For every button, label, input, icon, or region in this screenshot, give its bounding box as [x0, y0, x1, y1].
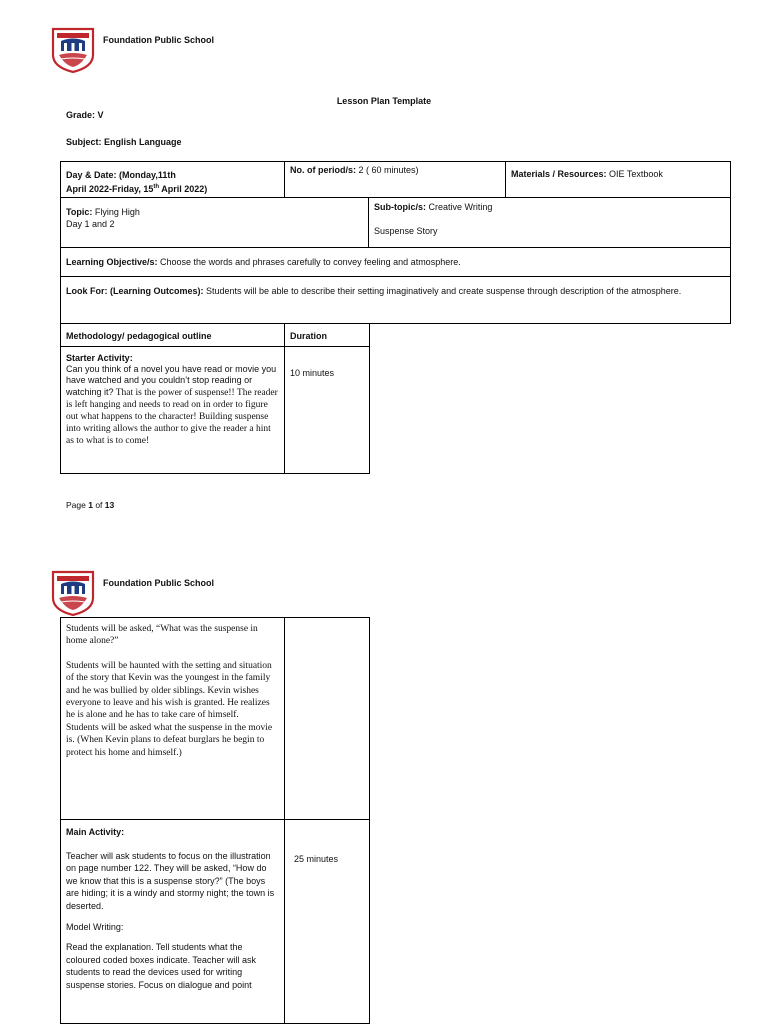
duration-header: Duration	[284, 323, 370, 347]
main-explanation-text: Read the explanation. Tell students what the coloured coded boxes indicate. Teacher will ask students to read the devices used for writing suspense stories. Focus on dialogue and point	[66, 942, 256, 990]
subject-label: Subject: English Language	[66, 137, 182, 147]
main-duration: 25 minutes	[294, 854, 339, 864]
main-activity-cell	[60, 819, 285, 1024]
continued-setting: Students will be haunted with the setting and situation of the story that Kevin was the youngest in the family and he was bullied by older siblings. Kevin wishes everyone to leave and his wish is granted. He realizes he is alone and he has to take care of himself.	[66, 660, 272, 721]
main-heading: Main Activity:	[66, 827, 125, 837]
lookfor-label: Look For: (Learning Outcomes):	[66, 286, 204, 296]
subtopic-value: Creative Writing	[426, 202, 493, 212]
starter-body: That is the power of suspense!! The reader is left hanging and needs to read on in order to figure out what happens to the character! Building suspense into writing allows the author to give the reader a hint as to what is to come!	[66, 387, 278, 447]
starter-duration-cell	[284, 346, 370, 474]
topic-days: Day 1 and 2	[66, 219, 115, 229]
school-crest-logo	[51, 27, 95, 73]
continued-question: Students will be asked, “What was the suspense in home alone?”	[66, 624, 258, 647]
lookfor-value: Students will be able to describe their setting imaginatively and create suspense through description of the atmosphere.	[203, 286, 682, 296]
materials-cell	[505, 161, 731, 198]
periods-cell	[284, 161, 506, 198]
date-cell	[60, 161, 285, 198]
objective-label: Learning Objective/s:	[66, 257, 158, 267]
periods-label: No. of period/s:	[290, 165, 356, 175]
materials-value: OIE Textbook	[606, 169, 663, 179]
grade-label: Grade: V	[66, 110, 104, 120]
subtopic-label: Sub-topic/s:	[374, 202, 426, 212]
starter-activity-cell	[60, 346, 285, 474]
topic-cell	[60, 197, 369, 248]
date-range: April 2022-Friday, 15th April 2022)	[66, 184, 208, 194]
subtopic-story: Suspense Story	[374, 226, 438, 236]
starter-heading: Starter Activity:	[66, 353, 133, 363]
periods-value: 2 ( 60 minutes)	[356, 165, 419, 175]
school-name: Foundation Public School	[103, 35, 214, 45]
materials-label: Materials / Resources:	[511, 169, 607, 179]
document-title: Lesson Plan Template	[336, 96, 432, 106]
starter-intro: Can you think of a novel you have read or movie you have watched and you couldn’t stop reading or watching it?	[66, 364, 277, 397]
starter-duration: 10 minutes	[290, 368, 335, 378]
main-illustration-text: Teacher will ask students to focus on the illustration on page number 122. They will be asked, “How do we know that this is a suspense story?” (The boys are hiding; it is a windy and stormy night; the town is deserted.	[66, 850, 275, 911]
school-crest-logo	[51, 570, 95, 616]
topic-label: Topic:	[66, 207, 93, 217]
model-writing-label: Model Writing:	[66, 921, 124, 932]
continued-duration-cell	[284, 617, 370, 820]
school-name: Foundation Public School	[103, 578, 214, 588]
continued-suspense: Students will be asked what the suspense in the movie is. (When Kevin plans to defeat burglars he begin to protect his home and himself.)	[66, 722, 273, 758]
objective-cell	[60, 247, 731, 277]
topic-value: Flying High	[92, 207, 140, 217]
main-duration-cell	[284, 819, 370, 1024]
subtopic-cell	[368, 197, 731, 248]
objective-value: Choose the words and phrases carefully to convey feeling and atmosphere.	[157, 257, 461, 267]
page-indicator: Page 1 of 13	[66, 500, 115, 510]
continued-activity-cell	[60, 617, 285, 820]
lookfor-cell	[60, 276, 731, 324]
date-label: Day & Date: (Monday,11th	[66, 170, 176, 180]
methodology-header: Methodology/ pedagogical outline	[60, 323, 285, 347]
